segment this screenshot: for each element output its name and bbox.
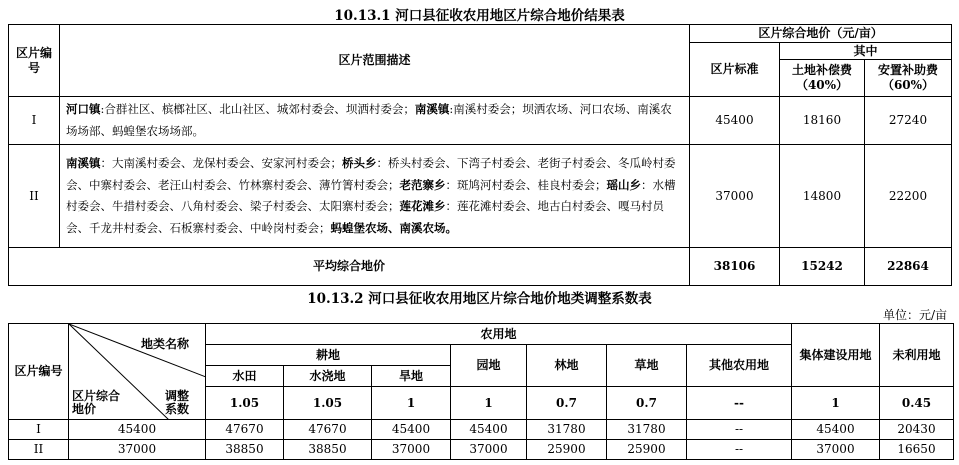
table1-title: 10.13.1 河口县征收农用地区片综合地价结果表	[334, 8, 625, 24]
land-type-name-label: 地类名称	[141, 337, 190, 351]
average-row	[9, 248, 952, 286]
zone-cell: I	[9, 420, 69, 440]
zone-desc	[60, 97, 690, 145]
land-comp-header: 土地补偿费（40%）	[780, 60, 865, 97]
value-cell: 25900	[607, 440, 687, 460]
arable-header: 耕地	[206, 345, 451, 366]
resettle-cell: 27240	[865, 97, 952, 145]
unit-label: 单位：元/亩	[882, 308, 947, 322]
standard-cell: 37000	[690, 145, 780, 248]
land-price-result-table	[8, 24, 952, 286]
place-name: 南溪镇	[414, 102, 450, 116]
land-comp-cell: 14800	[780, 145, 865, 248]
value-cell: 38850	[284, 440, 372, 460]
average-land-comp: 15242	[780, 248, 865, 286]
value-cell: 47670	[284, 420, 372, 440]
desc-text: ：大南溪村委会、龙保村委会、安家河村委会；	[100, 156, 342, 170]
desc-text: :合群社区、槟榔社区、北山社区、城郊村委会、坝洒村委会；	[100, 102, 415, 116]
desc-text: ：桥头村委会、下湾子村委会、老街子村委会、冬瓜岭村委会、中寨村委会、老汪山村委会、竹林寨村委会、薄竹箐村委会；	[66, 156, 676, 192]
desc-text: :南溪村委会；坝洒农场、河口农场、南溪农场场部、蚂蝗堡农场场部。	[66, 102, 672, 138]
coef-cell: 1	[451, 387, 527, 420]
resettle-cell: 22200	[865, 145, 952, 248]
table2-title: 10.13.2 河口县征收农用地区片综合地价地类调整系数表	[307, 291, 652, 307]
zone-price-label: 区片综合地价	[72, 389, 121, 416]
coef-cell: 1	[792, 387, 880, 420]
value-cell: --	[687, 440, 792, 460]
place-name: 南溪镇	[66, 156, 101, 170]
zone-no-header: 区片编号	[9, 324, 69, 420]
desc-text: ：斑鸠河村委会、桂良村委会；	[445, 177, 607, 192]
zone-no-header: 区片编号	[9, 25, 60, 97]
resettle-header: 安置补助费（60%）	[865, 60, 952, 97]
value-cell: 20430	[880, 420, 954, 440]
value-cell: 45400	[792, 420, 880, 440]
value-cell: 37000	[372, 440, 451, 460]
average-resettle: 22864	[865, 248, 952, 286]
adjustment-coefficient-table	[8, 323, 954, 460]
agri-header: 农用地	[206, 324, 792, 345]
unused-header: 未利用地	[880, 324, 954, 387]
value-cell: 45400	[372, 420, 451, 440]
dry-header: 旱地	[372, 366, 451, 387]
diagonal-header-cell	[69, 324, 206, 420]
of-which-header: 其中	[780, 43, 952, 60]
value-cell: --	[687, 420, 792, 440]
desc-text: ：莲花滩村委会、地古白村委会、嘎马村员会、千龙井村委会、石板寨村委会、中岭岗村委会；	[66, 199, 664, 235]
irrigated-header: 水浇地	[284, 366, 372, 387]
price-cell: 45400	[69, 420, 206, 440]
standard-header: 区片标准	[690, 43, 780, 97]
zone-cell: I	[9, 97, 60, 145]
price-group-header: 区片综合地价（元/亩）	[690, 25, 952, 43]
adj-coef-label: 调整系数	[165, 389, 190, 416]
place-name: 老范寨乡	[399, 177, 446, 192]
scope-header: 区片范围描述	[60, 25, 690, 97]
value-cell: 31780	[607, 420, 687, 440]
value-cell: 16650	[880, 440, 954, 460]
place-name: 莲花滩乡	[399, 199, 446, 213]
average-standard: 38106	[690, 248, 780, 286]
forest-header: 林地	[527, 345, 607, 387]
coef-cell: 1.05	[206, 387, 284, 420]
value-cell: 47670	[206, 420, 284, 440]
other-agri-header: 其他农用地	[687, 345, 792, 387]
table-row	[9, 145, 952, 248]
collective-header: 集体建设用地	[792, 324, 880, 387]
place-name: 瑶山乡	[606, 177, 641, 192]
desc-text: ：水槽村委会、牛措村委会、八角村委会、梁子村委会、太阳寨村委会；	[66, 177, 676, 213]
price-cell: 37000	[69, 440, 206, 460]
land-comp-cell: 18160	[780, 97, 865, 145]
table-row	[9, 97, 952, 145]
coef-cell: 1	[372, 387, 451, 420]
value-cell: 37000	[451, 440, 527, 460]
place-name: 河口镇	[66, 102, 101, 116]
grass-header: 草地	[607, 345, 687, 387]
paddy-header: 水田	[206, 366, 284, 387]
table-row	[9, 420, 954, 440]
standard-cell: 45400	[690, 97, 780, 145]
coef-cell: 0.45	[880, 387, 954, 420]
value-cell: 31780	[527, 420, 607, 440]
value-cell: 25900	[527, 440, 607, 460]
coef-cell: 0.7	[527, 387, 607, 420]
value-cell: 37000	[792, 440, 880, 460]
zone-cell: II	[9, 145, 60, 248]
place-name: 桥头乡	[342, 156, 377, 170]
place-name: 蚂蝗堡农场、南溪农场。	[330, 220, 457, 235]
coef-cell: 0.7	[607, 387, 687, 420]
value-cell: 38850	[206, 440, 284, 460]
garden-header: 园地	[451, 345, 527, 387]
average-label: 平均综合地价	[9, 248, 690, 286]
coef-cell: 1.05	[284, 387, 372, 420]
zone-desc	[60, 145, 690, 248]
value-cell: 45400	[451, 420, 527, 440]
table-row	[9, 440, 954, 460]
coef-cell: --	[687, 387, 792, 420]
zone-cell: II	[9, 440, 69, 460]
